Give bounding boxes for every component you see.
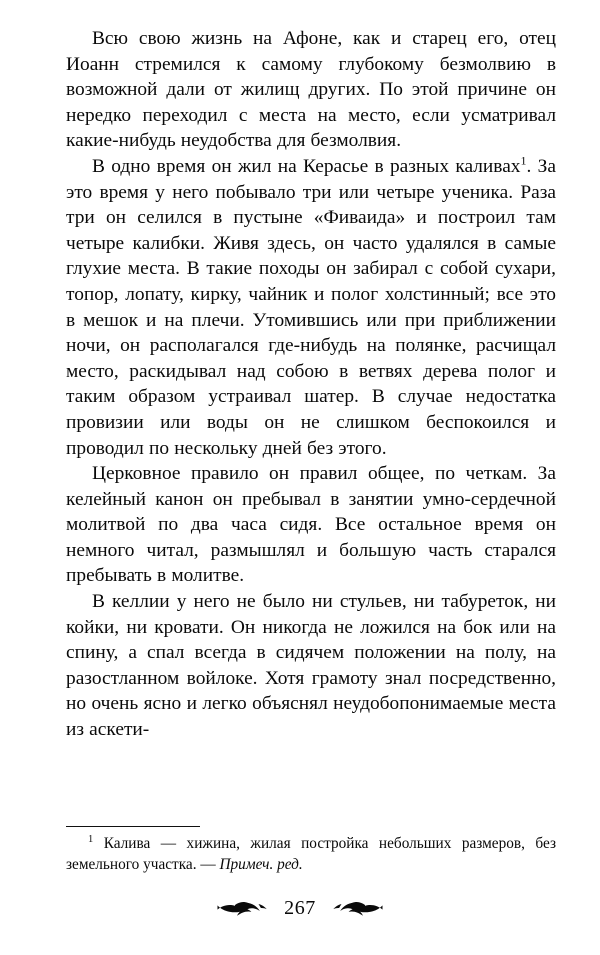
page-footer [0, 898, 600, 918]
paragraph-with-footnote [66, 154, 556, 461]
body-text-block [66, 26, 556, 743]
paragraph: В келлии у него не было ни стульев, ни табуреток, ни койки, ни кровати. Он никогда не ложился на бок или на спину, а спал всегда в сидячем положении на полу, на разостланном войлоке. Хотя грамоту знал посредственно, но очень ясно и легко объяснял неудобопонимаемые места из аскети- [66, 591, 556, 741]
footnote-area [66, 826, 556, 875]
footnote-attribution: Примеч. ред. [219, 855, 303, 873]
leaf-flourish-icon [329, 898, 385, 918]
footnote-reference-marker[interactable]: 1 [520, 153, 527, 168]
paragraph: Церковное правило он правил общее, по четкам. За келейный канон он пребывал в занятии умно-сердечной молитвой по два часа сидя. Все остальное время он немного читал, размышлял и большую часть старался пребывать в молитве. [66, 463, 556, 587]
paragraph: Всю свою жизнь на Афоне, как и старец его, отец Иоанн стремился к самому глубокому безмолвию в возможной дали от жилищ других. По этой причине он нередко переходил с места на место, если усматривал какие-нибудь неудобства для безмолвия. [66, 28, 556, 152]
footnote-separator-rule [66, 826, 200, 827]
paragraph-text-after-footnote: . За это время у него побывало три или четыре ученика. Раза три он селился в пустыне «Фиваида» и построил там четыре калибки. Живя здесь, он часто удалялся в самые глухие места. В такие походы он забирал с собой сухари, топор, лопату, кирку, чайник и полог холстинный; все это в мешок и на плечи. Утомившись или при приближении ночи, он располагался где-нибудь на полянке, расчищал место, раскидывал над собою в ветвях дерева полог и таким образом устраивал шатер. В случае недостатка провизии или воды он не слишком беспокоился и проводил по нескольку дней без этого. [66, 155, 556, 459]
leaf-flourish-icon [215, 898, 271, 918]
footnote-number: 1 [88, 833, 94, 845]
footnote-text [66, 834, 556, 875]
page-number: 267 [284, 897, 316, 919]
footnote-body: Калива — хижина, жилая постройка небольших размеров, без земельного участка. — [66, 835, 556, 873]
paragraph-text-before-footnote: В одно время он жил на Керасье в разных каливах [92, 155, 521, 177]
